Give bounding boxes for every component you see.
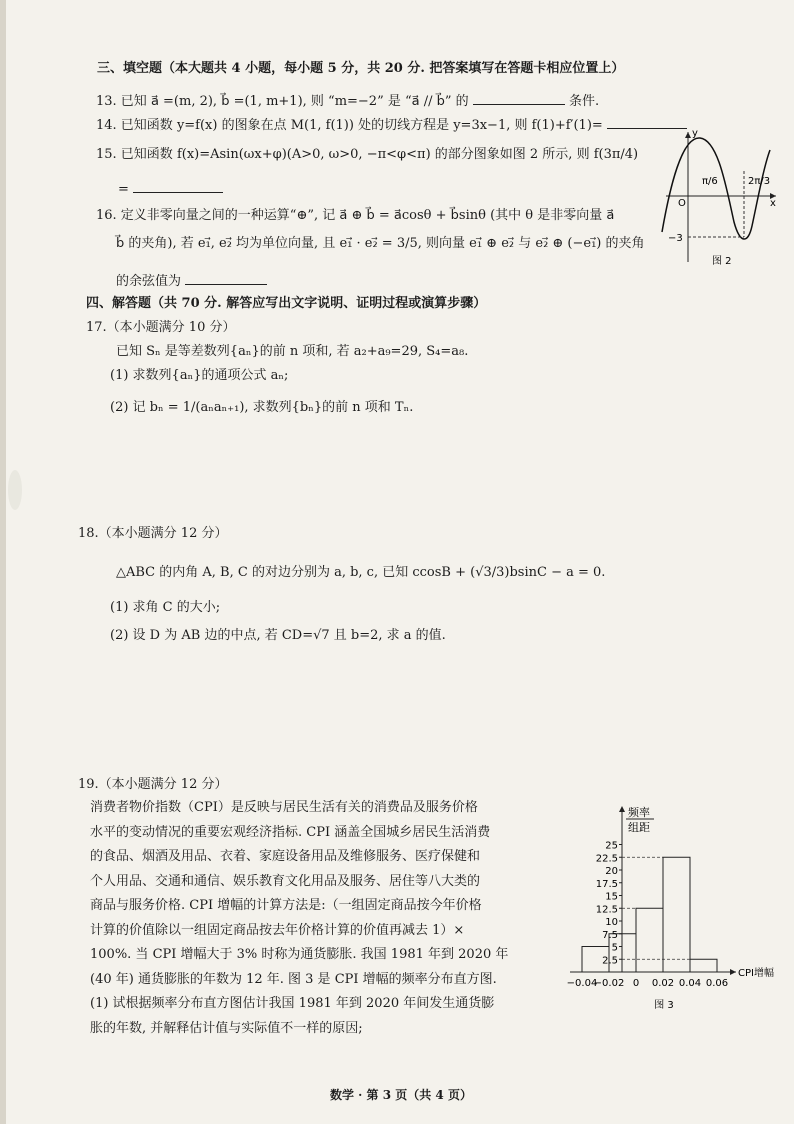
question-16-line1: 16. 定义非零向量之间的一种运算“⊕”, 记 a⃗ ⊕ b⃗ = a⃗cosθ + b⃗sinθ (其中 θ 是非零向量 a⃗ bbox=[96, 208, 615, 223]
question-15-answer bbox=[118, 180, 223, 198]
q19-text-line: 100%. 当 CPI 增幅大于 3% 时称为通货膨胀. 我国 1981 年到 2020 年 bbox=[90, 947, 509, 962]
figure-3-histogram bbox=[560, 800, 790, 1020]
q19-text-line: (1) 试根据频率分布直方图估计我国 1981 年到 2020 年间发生通货膨 bbox=[90, 996, 495, 1011]
q17-title: 17.（本小题满分 10 分） bbox=[86, 320, 236, 335]
q17-stem: 已知 Sₙ 是等差数列{aₙ}的前 n 项和, 若 a₂+a₉=29, S₄=a₈. bbox=[116, 344, 469, 359]
figure-2-sine-graph bbox=[660, 126, 780, 268]
q18-stem: △ABC 的内角 A, B, C 的对边分别为 a, b, c, 已知 ccosB + (√3/3)bsinC − a = 0. bbox=[116, 565, 606, 580]
y-label: y bbox=[692, 128, 698, 139]
q19-text-line: 胀的年数, 并解释估计值与实际值不一样的原因; bbox=[90, 1020, 363, 1036]
q16-text: 的余弦值为 bbox=[116, 274, 182, 289]
y-tick-label: 22.5 bbox=[595, 853, 618, 865]
q19-title: 19.（本小题满分 12 分） bbox=[78, 777, 228, 792]
question-13 bbox=[96, 92, 599, 110]
q18-title: 18.（本小题满分 12 分） bbox=[78, 526, 228, 541]
q19-text-line: 商品与服务价格. CPI 增幅的计算方法是:（一组固定商品按今年价格 bbox=[90, 898, 482, 913]
histogram-bar bbox=[636, 908, 663, 972]
q15-eq: = bbox=[118, 182, 129, 197]
q17-part1: (1) 求数列{aₙ}的通项公式 aₙ; bbox=[110, 368, 289, 383]
histogram-bar bbox=[690, 959, 717, 972]
histogram-bar bbox=[663, 857, 690, 972]
x-tick-label: 0.06 bbox=[705, 978, 729, 989]
q19-text-line: (40 年) 通货膨胀的年数为 12 年. 图 3 是 CPI 增幅的频率分布直方图. bbox=[90, 971, 497, 987]
x-tick-label: 0 bbox=[632, 978, 640, 989]
q19-text-line: 水平的变动情况的重要宏观经济指标. CPI 涵盖全国城乡居民生活消费 bbox=[90, 824, 491, 840]
y-tick-label: 7.5 bbox=[602, 929, 618, 941]
q19-text-line: 个人用品、交通和通信、娱乐教育文化用品及服务、居住等八大类的 bbox=[90, 873, 481, 889]
x-axis-label: CPI增幅 bbox=[738, 968, 774, 979]
neg3-label: −3 bbox=[668, 233, 683, 244]
scan-smudge bbox=[8, 470, 22, 510]
y-tick-label: 25 bbox=[605, 840, 618, 852]
section4-header: 四、解答题（共 70 分. 解答应写出文字说明、证明过程或演算步骤） bbox=[86, 296, 487, 311]
q18-part1: (1) 求角 C 的大小; bbox=[110, 600, 221, 615]
x-axis-arrow bbox=[730, 969, 736, 975]
y-axis-arrow bbox=[619, 806, 625, 812]
figure-2-caption: 图 2 bbox=[712, 256, 732, 267]
figure-3-caption: 图 3 bbox=[654, 1000, 674, 1011]
q13-text: 13. 已知 a⃗ =(m, 2), b⃗ =(1, m+1), 则 “m=−2” 是 “a⃗ // b⃗” 的 bbox=[96, 94, 469, 109]
y-tick-label: 2.5 bbox=[602, 955, 618, 967]
q13-tail: 条件. bbox=[568, 94, 600, 109]
y-axis-label: 频率 bbox=[628, 806, 650, 819]
x-tick-label: −0.02 bbox=[593, 978, 625, 989]
question-16-line2: b⃗ 的夹角), 若 e₁⃗, e₂⃗ 均为单位向量, 且 e₁⃗ · e₂⃗ = 3/5, 则向量 e₁⃗ ⊕ e₂⃗ 与 e₂⃗ ⊕ (−e₁⃗) 的夹角 bbox=[116, 236, 645, 251]
y-tick-label: 12.5 bbox=[595, 904, 618, 916]
y-tick-label: 20 bbox=[605, 866, 618, 877]
question-14 bbox=[96, 116, 687, 134]
q15-answer-blank bbox=[133, 180, 223, 193]
y-tick-label: 17.5 bbox=[595, 878, 618, 890]
q19-text-line: 消费者物价指数（CPI）是反映与居民生活有关的消费品及服务价格 bbox=[90, 800, 478, 815]
y-axis-label-denominator: 组距 bbox=[628, 821, 650, 834]
q18-part2: (2) 设 D 为 AB 边的中点, 若 CD=√7 且 b=2, 求 a 的值. bbox=[110, 628, 446, 643]
tick-2pi3: 2π/3 bbox=[748, 176, 771, 187]
tick-pi6: π/6 bbox=[702, 176, 718, 187]
q13-answer-blank bbox=[473, 92, 565, 105]
y-tick-label: 10 bbox=[605, 917, 618, 928]
q19-text-line: 计算的价值除以一组固定商品按去年价格计算的价值再减去 1）× bbox=[90, 922, 465, 938]
page-edge bbox=[0, 0, 6, 1124]
x-tick-label: 0.04 bbox=[678, 978, 702, 989]
y-tick-label: 5 bbox=[611, 942, 618, 954]
x-tick-label: −0.04 bbox=[566, 978, 598, 989]
q19-text-line: 的食品、烟酒及用品、衣着、家庭设备用品及维修服务、医疗保健和 bbox=[90, 849, 481, 864]
x-label: x bbox=[770, 198, 776, 209]
y-tick-label: 15 bbox=[605, 891, 618, 903]
page-footer: 数学 · 第 3 页（共 4 页） bbox=[330, 1088, 472, 1102]
question-15: 15. 已知函数 f(x)=Asin(ωx+φ)(A>0, ω>0, −π<φ<π) 的部分图象如图 2 所示, 则 f(3π/4) bbox=[96, 147, 639, 162]
y-axis-arrow bbox=[685, 132, 691, 138]
q14-text: 14. 已知函数 y=f(x) 的图象在点 M(1, f(1)) 处的切线方程是 y=3x−1, 则 f(1)+f′(1)= bbox=[96, 118, 603, 133]
section3-header: 三、填空题（本大题共 4 小题，每小题 5 分，共 20 分. 把答案填写在答题卡相应位置上） bbox=[97, 61, 625, 76]
q16-answer-blank bbox=[185, 272, 267, 285]
sine-curve bbox=[662, 138, 770, 239]
origin-label: O bbox=[678, 198, 686, 209]
x-tick-label: 0.02 bbox=[651, 978, 675, 989]
question-16-line3 bbox=[116, 272, 267, 290]
q17-part2: (2) 记 bₙ = 1/(aₙaₙ₊₁), 求数列{bₙ}的前 n 项和 Tₙ. bbox=[110, 400, 414, 415]
